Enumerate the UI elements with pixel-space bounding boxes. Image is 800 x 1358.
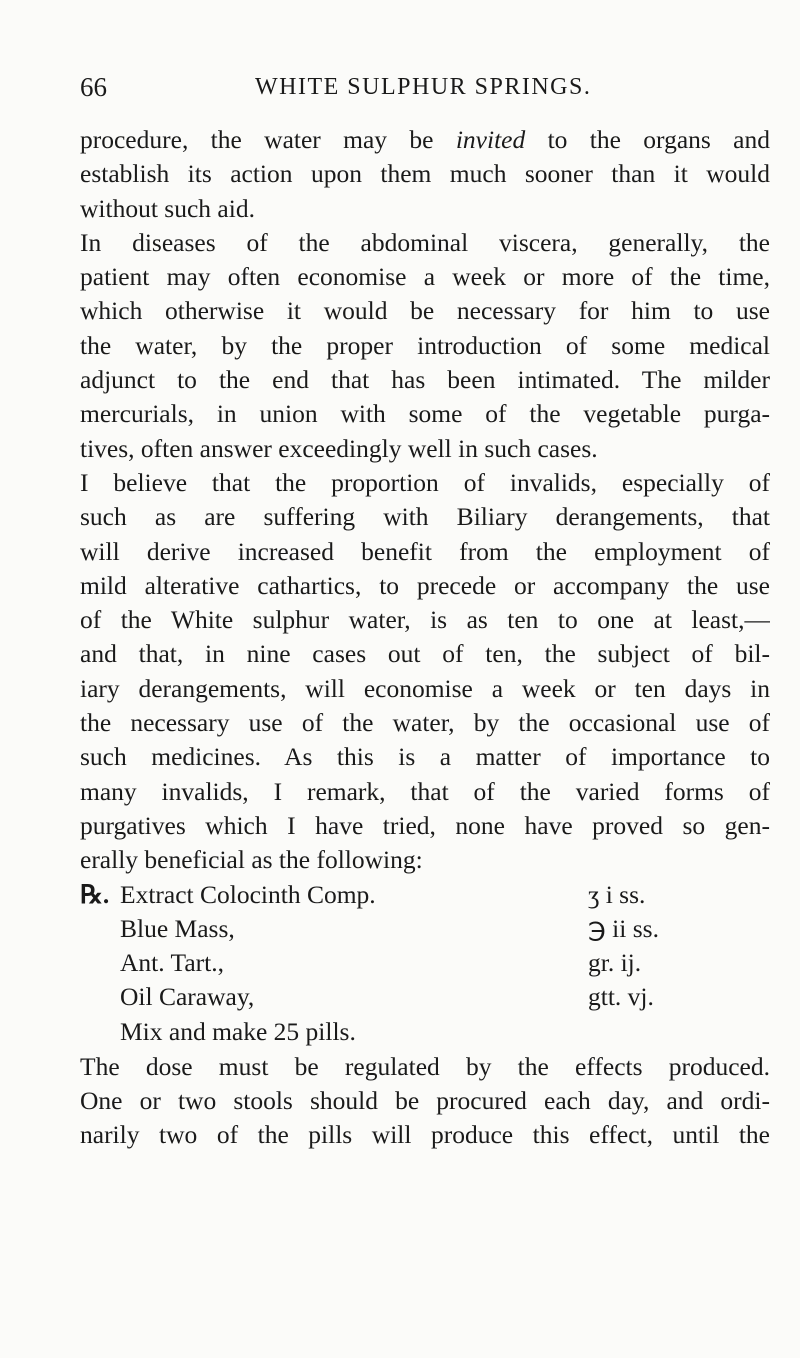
ingredient-name: Extract Colocinth Comp. [120, 879, 376, 909]
body-text [80, 123, 770, 1152]
text-line: tives, often answer exceedingly well in such cases. [80, 433, 598, 463]
page-number: 66 [80, 72, 107, 102]
text-line: The dose must be regulated by the effects produced. [80, 1051, 770, 1081]
ingredient-quantity: ʒ i ss. [588, 879, 646, 909]
text-line: without such aid. [80, 193, 255, 223]
text-line: such medicines. As this is a matter of importance to [80, 742, 770, 772]
text-line: purgatives which I have tried, none have proved so gen- [80, 810, 770, 840]
ingredient-quantity: gtt. vj. [588, 982, 654, 1012]
prescription-row [80, 878, 770, 912]
text-line: such as are suffering with Biliary derangements, that [80, 502, 770, 532]
text-line: I believe that the proportion of invalids, especially of [80, 467, 770, 497]
recipe-symbol: ℞. [80, 879, 110, 909]
running-head [80, 72, 770, 108]
prescription-row [80, 946, 770, 980]
ingredient-name: Blue Mass, [120, 913, 235, 943]
text-line: the water, by the proper introduction of some medical [80, 330, 770, 360]
ingredient-quantity: gr. ij. [588, 948, 642, 978]
text-line: which otherwise it would be necessary for him to use [80, 296, 770, 326]
text-line: and that, in nine cases out of ten, the subject of bil- [80, 639, 770, 669]
ingredient-name: Oil Caraway, [120, 982, 255, 1012]
prescription-instruction: Mix and make 25 pills. [120, 1016, 356, 1046]
text-line: the necessary use of the water, by the occasional use of [80, 708, 770, 738]
text-line: patient may often economise a week or more of the time, [80, 262, 770, 292]
text-line: One or two stools should be procured each day, and ordi- [80, 1085, 770, 1115]
text-line: establish its action upon them much sooner than it would [80, 159, 770, 189]
ingredient-quantity: ℈ ii ss. [588, 913, 659, 943]
text-line: mild alterative cathartics, to precede or accompany the use [80, 570, 770, 600]
ingredient-name: Ant. Tart., [120, 948, 224, 978]
text-line: many invalids, I remark, that of the varied forms of [80, 776, 770, 806]
prescription-row [80, 980, 770, 1014]
text-line: mercurials, in union with some of the vegetable purga- [80, 399, 770, 429]
running-title: WHITE SULPHUR SPRINGS. [255, 74, 592, 100]
text-line: narily two of the pills will produce this effect, until the [80, 1120, 770, 1150]
text-line: In diseases of the abdominal viscera, generally, the [80, 227, 770, 257]
prescription-row [80, 912, 770, 946]
prescription [80, 878, 770, 1050]
text-line: will derive increased benefit from the employment of [80, 536, 770, 566]
text-line: iary derangements, will economise a week or ten days in [80, 673, 770, 703]
text-line: procedure, the water may be invited to the organs and [80, 125, 770, 154]
text-line: adjunct to the end that has been intimated. The milder [80, 365, 770, 395]
text-line: erally beneficial as the following: [80, 845, 423, 875]
text-line: of the White sulphur water, is as ten to one at least,— [80, 605, 770, 635]
italic-word: invited [455, 125, 526, 154]
